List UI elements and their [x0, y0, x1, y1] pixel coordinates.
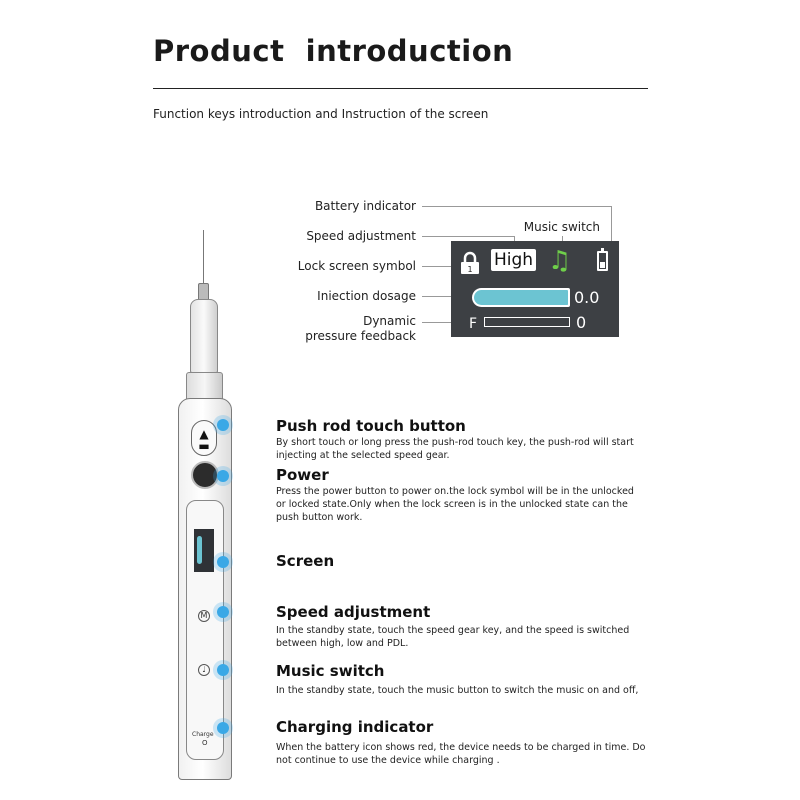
pressure-value: 0 — [576, 313, 587, 332]
battery-indicator-vline — [611, 206, 612, 243]
charge-indicator-light: O — [202, 739, 208, 747]
lock-screen-symbol-label: Lock screen symbol — [297, 259, 416, 273]
speed-value: High — [491, 249, 536, 271]
charging-callout-dot — [217, 722, 229, 734]
feature-desc-power: Press the power button to power on.the lock symbol will be in the unlocked or locked state.Only when the lock screen is in the unlocked state can the push button work. — [276, 486, 634, 523]
feature-title-music: Music switch — [276, 662, 385, 680]
dynamic-pressure-feedback-label: Dynamic pressure feedback — [305, 314, 416, 343]
battery-indicator-label: Battery indicator — [314, 199, 416, 213]
pen-mini-dose-bar — [197, 536, 202, 564]
dose-bar — [472, 288, 570, 307]
power-button — [191, 461, 219, 489]
music-callout-dot — [217, 664, 229, 676]
pen-mini-screen — [194, 529, 214, 572]
page-subtitle: Function keys introduction and Instruction of the screen — [153, 107, 489, 121]
charge-label: Charge — [192, 731, 214, 738]
pen-nozzle — [190, 299, 218, 373]
speed-adjustment-label: Speed adjustment — [306, 229, 416, 243]
music-switch-label: Music switch — [523, 220, 600, 234]
dose-bar-fill — [474, 290, 568, 305]
feature-desc-push-rod: By short touch or long press the push-rod touch key, the push-rod will start injecting at the selected speed gear. — [276, 437, 634, 461]
push-rod-callout-dot — [217, 419, 229, 431]
feature-title-speed: Speed adjustment — [276, 603, 431, 621]
screen-callout-dot — [217, 556, 229, 568]
lock-digit: 1 — [467, 265, 473, 274]
push-rod-icon: ▲ ▬ — [198, 427, 210, 453]
feature-title-power: Power — [276, 466, 329, 484]
feature-desc-speed: In the standby state, touch the speed gear key, and the speed is switched between high, low and PDL. — [276, 625, 630, 649]
lock-icon — [459, 251, 481, 275]
feature-desc-music: In the standby state, touch the music button to switch the music on and off, — [276, 685, 639, 696]
battery-icon — [597, 251, 608, 271]
page-title: Product introduction — [153, 34, 514, 68]
speaker-icon: ♩ — [198, 664, 210, 676]
speed-callout-dot — [217, 606, 229, 618]
music-note-icon: ♫ — [548, 246, 572, 276]
dose-value: 0.0 — [574, 288, 600, 307]
power-callout-dot — [217, 470, 229, 482]
pressure-bar — [484, 317, 570, 327]
title-divider — [153, 88, 648, 89]
feature-title-screen: Screen — [276, 552, 335, 570]
feature-desc-charging: When the battery icon shows red, the device needs to be charged in time. Do not continue to use the device while charging . — [276, 742, 646, 766]
pressure-letter: F — [469, 316, 478, 332]
injection-dosage-label: Iniection dosage — [317, 289, 416, 303]
battery-indicator-line — [422, 206, 611, 207]
speed-key-icon: M — [198, 610, 210, 622]
speed-adjustment-line — [422, 236, 514, 237]
feature-title-push-rod: Push rod touch button — [276, 417, 466, 435]
feature-title-charging: Charging indicator — [276, 718, 434, 736]
pen-needle — [203, 230, 204, 285]
